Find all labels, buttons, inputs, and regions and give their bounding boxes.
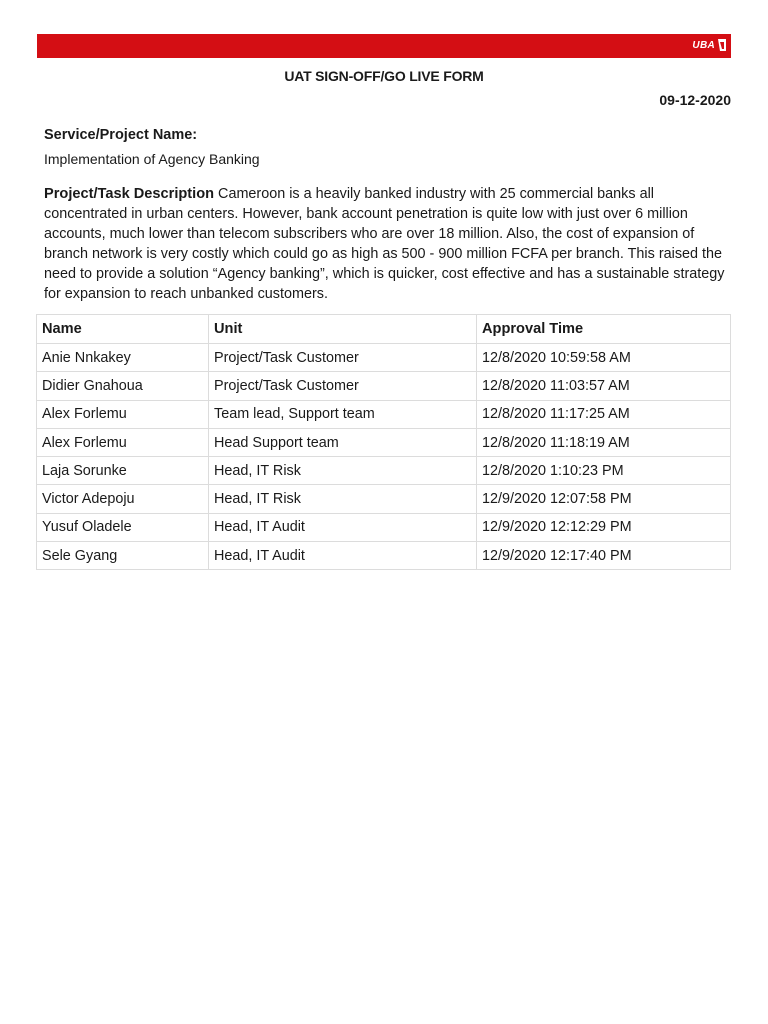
service-name-label: Service/Project Name: bbox=[44, 127, 198, 143]
cell-unit: Project/Task Customer bbox=[209, 344, 477, 372]
cell-unit: Head, IT Audit bbox=[209, 513, 477, 541]
cell-name: Didier Gnahoua bbox=[37, 372, 209, 400]
table-row bbox=[37, 485, 731, 513]
form-date: 09-12-2020 bbox=[659, 92, 731, 108]
table-row bbox=[37, 372, 731, 400]
table-row bbox=[37, 400, 731, 428]
cell-approval-time: 12/8/2020 10:59:58 AM bbox=[477, 344, 731, 372]
cell-unit: Head, IT Audit bbox=[209, 542, 477, 570]
table-header-row bbox=[37, 315, 731, 344]
table-row bbox=[37, 457, 731, 485]
column-header-name: Name bbox=[37, 315, 209, 344]
cell-unit: Head, IT Risk bbox=[209, 457, 477, 485]
cell-name: Victor Adepoju bbox=[37, 485, 209, 513]
column-header-approval-time: Approval Time bbox=[477, 315, 731, 344]
form-title: UAT SIGN-OFF/GO LIVE FORM bbox=[284, 68, 484, 84]
table-row bbox=[37, 542, 731, 570]
logo-text: UBA bbox=[692, 39, 715, 51]
table-row bbox=[37, 344, 731, 372]
description-text: Cameroon is a heavily banked industry with 25 commercial banks all concentrated in urban centers. However, bank account penetration is quite low with just over 6 million accounts, much lower than telecom subscribers who are over 18 million. Also, the cost of expansion of branch network is very costly which could go as high as 500 - 900 million FCFA per branch. This raised the need to provide a solution “Agency banking”, which is quicker, cost effective and has a sustainable strategy for expansion to reach unbanked customers. bbox=[44, 186, 725, 302]
cell-approval-time: 12/8/2020 11:18:19 AM bbox=[477, 428, 731, 456]
cell-name: Laja Sorunke bbox=[37, 457, 209, 485]
uba-logo-mark-icon bbox=[716, 37, 727, 53]
cell-unit: Head, IT Risk bbox=[209, 485, 477, 513]
cell-unit: Head Support team bbox=[209, 428, 477, 456]
service-name-value: Implementation of Agency Banking bbox=[44, 151, 260, 167]
table-row bbox=[37, 428, 731, 456]
table-row bbox=[37, 513, 731, 541]
project-description bbox=[44, 184, 730, 304]
cell-approval-time: 12/8/2020 11:17:25 AM bbox=[477, 400, 731, 428]
cell-approval-time: 12/9/2020 12:17:40 PM bbox=[477, 542, 731, 570]
cell-name: Alex Forlemu bbox=[37, 428, 209, 456]
column-header-unit: Unit bbox=[209, 315, 477, 344]
description-label: Project/Task Description bbox=[44, 186, 215, 202]
cell-unit: Team lead, Support team bbox=[209, 400, 477, 428]
header-bar bbox=[37, 34, 731, 58]
cell-name: Sele Gyang bbox=[37, 542, 209, 570]
cell-approval-time: 12/8/2020 11:03:57 AM bbox=[477, 372, 731, 400]
cell-approval-time: 12/9/2020 12:12:29 PM bbox=[477, 513, 731, 541]
uba-logo bbox=[692, 37, 727, 53]
approvals-table bbox=[36, 314, 731, 570]
cell-approval-time: 12/8/2020 1:10:23 PM bbox=[477, 457, 731, 485]
cell-name: Anie Nnkakey bbox=[37, 344, 209, 372]
cell-name: Alex Forlemu bbox=[37, 400, 209, 428]
cell-approval-time: 12/9/2020 12:07:58 PM bbox=[477, 485, 731, 513]
cell-name: Yusuf Oladele bbox=[37, 513, 209, 541]
cell-unit: Project/Task Customer bbox=[209, 372, 477, 400]
